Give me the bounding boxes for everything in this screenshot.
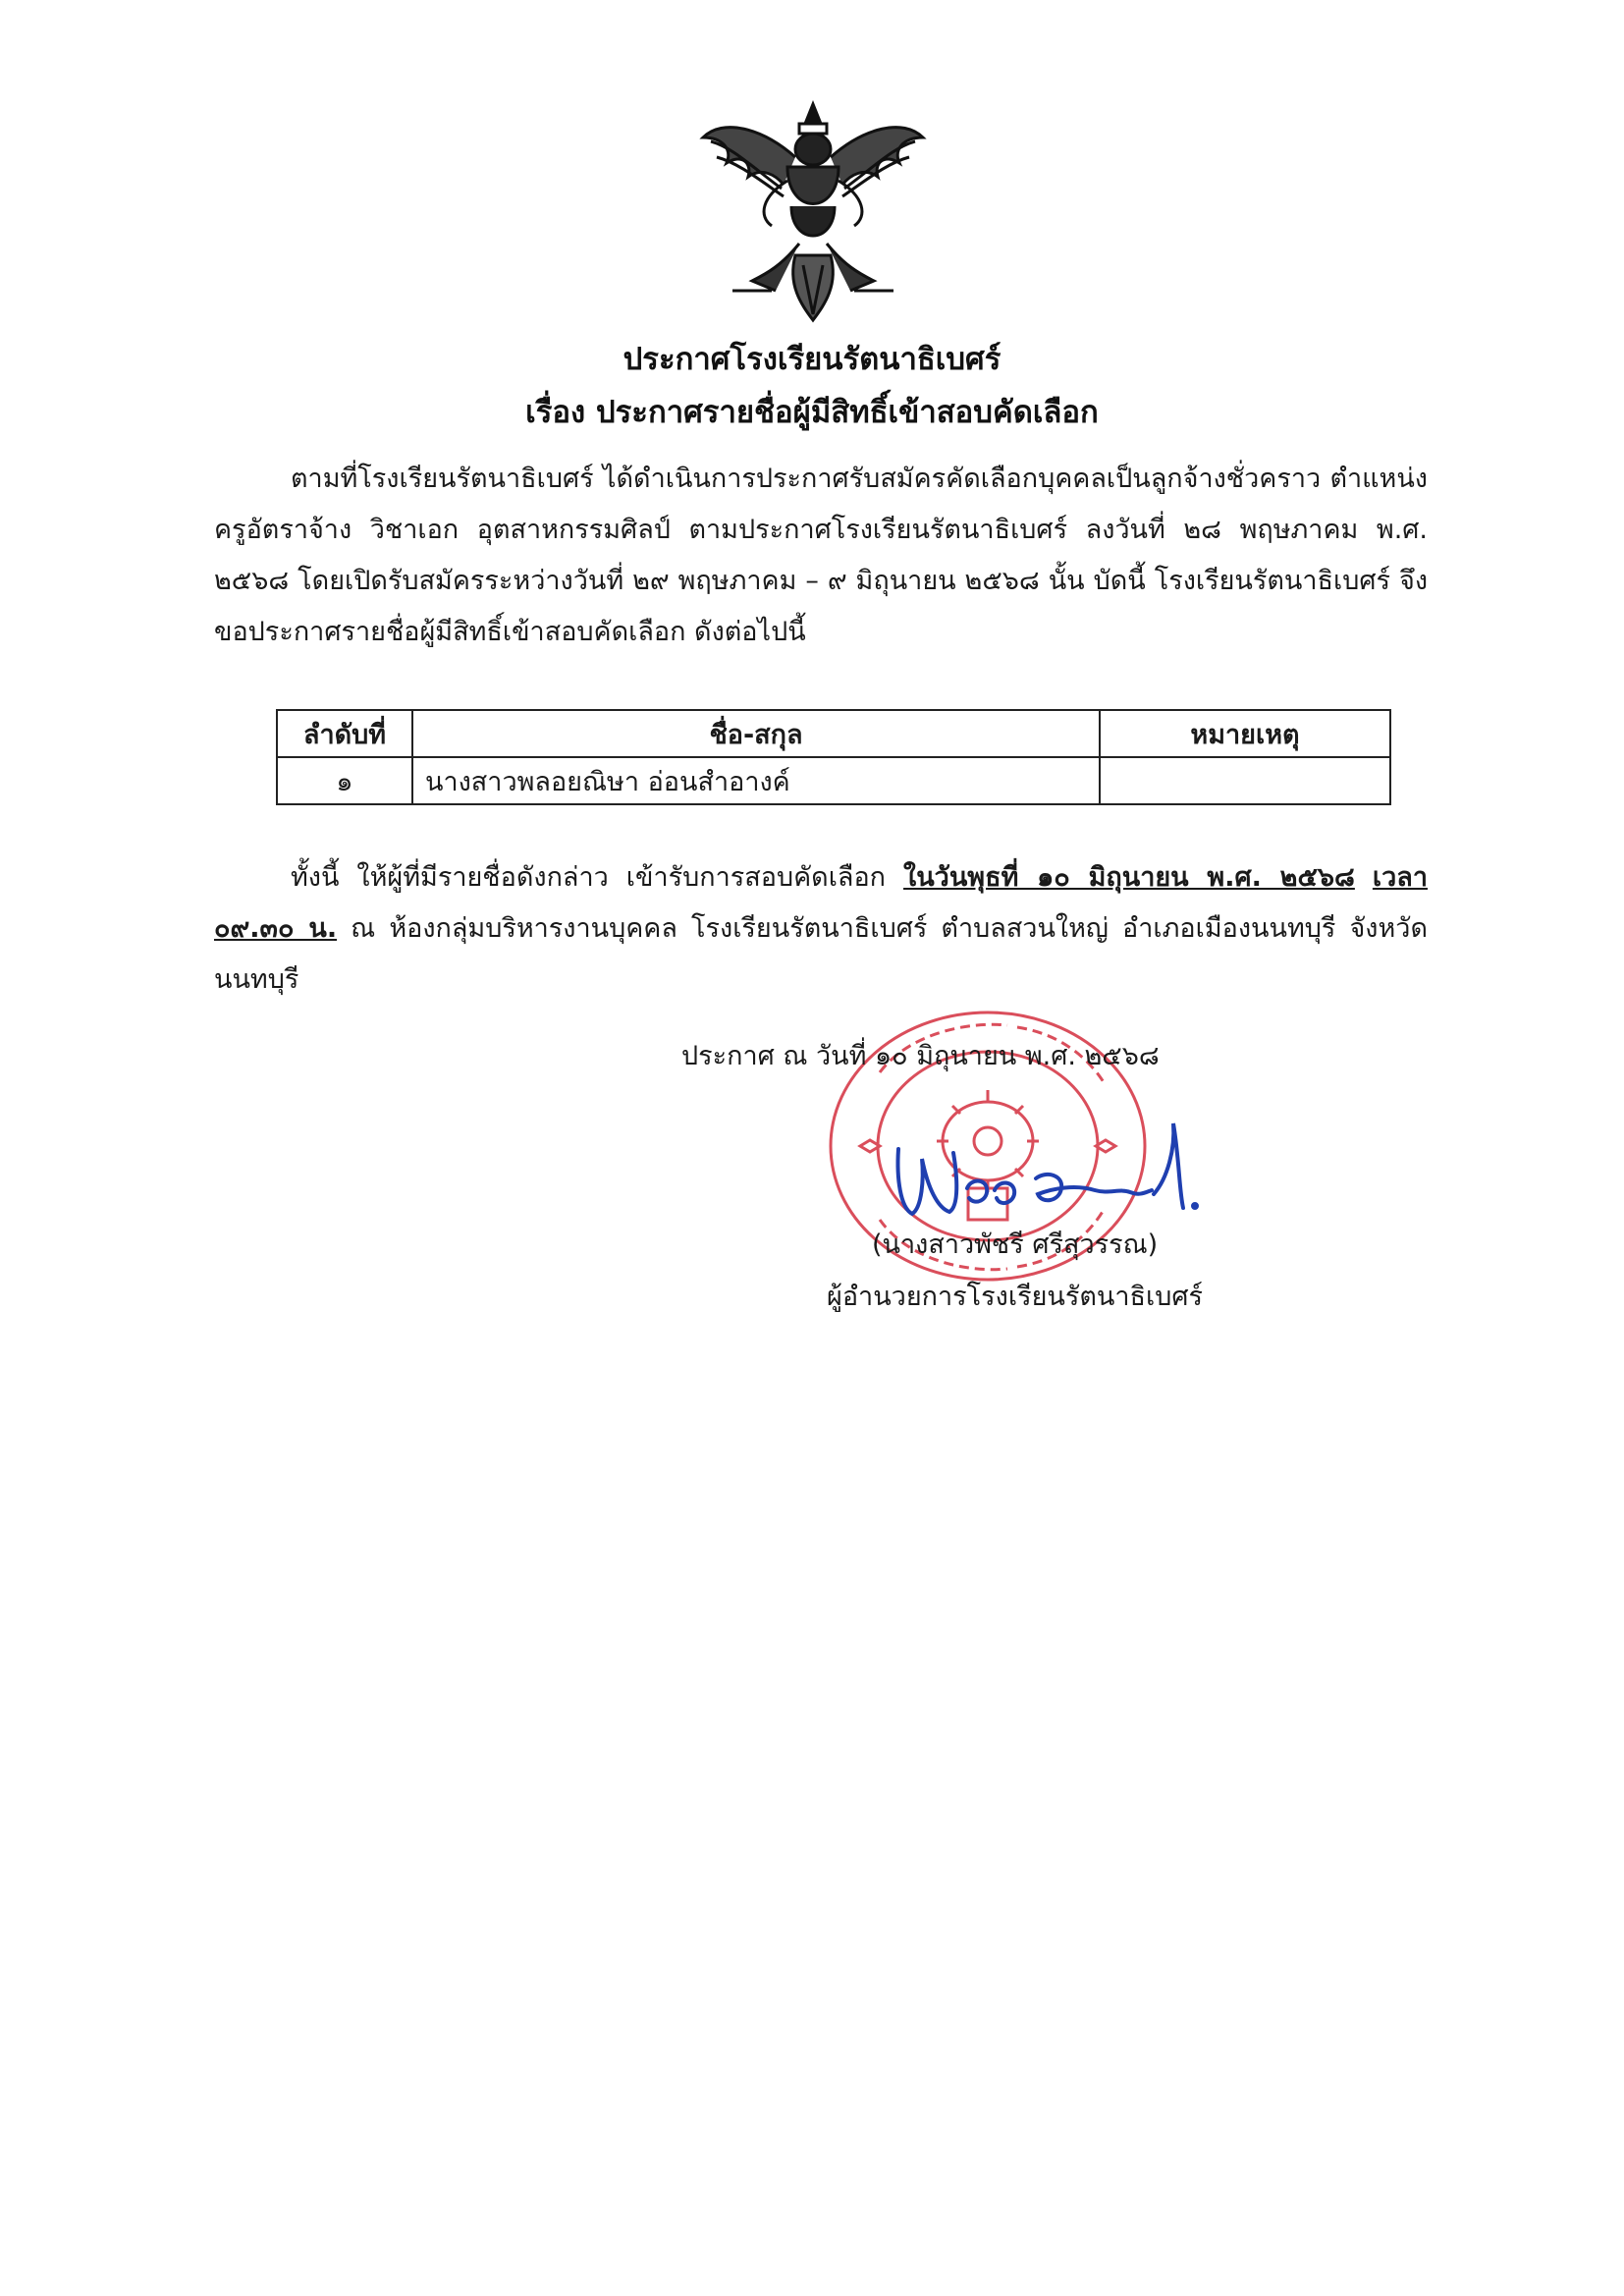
header-name: ชื่อ-สกุล <box>412 710 1100 757</box>
cell-note <box>1100 757 1390 804</box>
exam-paragraph <box>214 852 1428 1006</box>
candidate-table <box>276 709 1391 805</box>
signature-icon <box>889 1120 1203 1228</box>
announcement-date: ประกาศ ณ วันที่ ๑๐ มิถุนายน พ.ศ. ๒๕๖๘ <box>681 1041 1160 1071</box>
table-header-row <box>277 710 1390 757</box>
announcement-subject: เรื่อง ประกาศรายชื่อผู้มีสิทธิ์เข้าสอบคัดเลือก <box>525 395 1099 430</box>
signer-name: (นางสาวพัชรี ศรีสุวรรณ) <box>872 1230 1159 1260</box>
exam-date: ในวันพุธที่ ๑๐ มิถุนายน พ.ศ. ๒๕๖๘ <box>903 862 1355 893</box>
exam-place: ณ ห้องกลุ่มบริหารงานบุคคล โรงเรียนรัตนาธิเบศร์ ตำบลสวนใหญ่ อำเภอเมืองนนทบุรี จังหวัดนนทบุรี <box>214 913 1428 995</box>
header-note: หมายเหตุ <box>1100 710 1390 757</box>
cell-name: นางสาวพลอยณิษา อ่อนสำอางค์ <box>412 757 1100 804</box>
announcement-title: ประกาศโรงเรียนรัตนาธิเบศร์ <box>623 342 1001 377</box>
exam-time: เวลา ๐๙.๓๐ น. <box>214 862 1428 944</box>
intro-text: ตามที่โรงเรียนรัตนาธิเบศร์ ได้ดำเนินการประกาศรับสมัครคัดเลือกบุคคลเป็นลูกจ้างชั่วคราว ตำแหน่งครูอัตราจ้าง วิชาเอก อุตสาหกรรมศิลป์ ตามประกาศโรงเรียนรัตนาธิเบศร์ ลงวันที่ ๒๘ พฤษภาคม พ.ศ. ๒๕๖๘ โดยเปิดรับสมัครระหว่างวันที่ ๒๙ พฤษภาคม – ๙ มิถุนายน ๒๕๖๘ นั้น บัดนี้ โรงเรียนรัตนาธิเบศร์ จึงขอประกาศรายชื่อผู้มีสิทธิ์เข้าสอบคัดเลือก ดังต่อไปนี้ <box>214 464 1428 647</box>
header-order: ลำดับที่ <box>277 710 412 757</box>
cell-order: ๑ <box>277 757 412 804</box>
intro-paragraph <box>214 454 1428 658</box>
table-row <box>277 757 1390 804</box>
exam-lead: ทั้งนี้ ให้ผู้ที่มีรายชื่อดังกล่าว เข้ารับการสอบคัดเลือก <box>291 862 887 893</box>
garuda-emblem-icon <box>693 98 933 326</box>
signer-position: ผู้อำนวยการโรงเรียนรัตนาธิเบศร์ <box>827 1282 1203 1312</box>
